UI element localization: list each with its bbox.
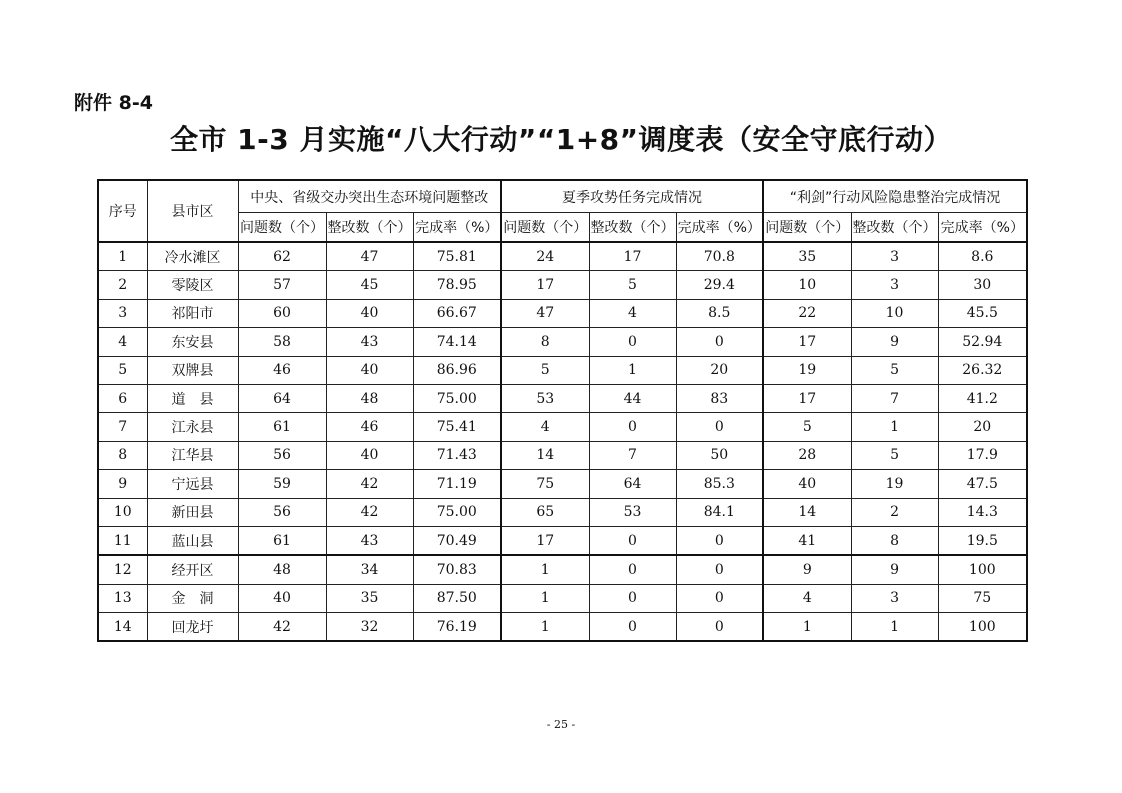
row-index: 11 — [98, 526, 147, 555]
cell-fixed: 19 — [851, 470, 938, 498]
cell-rate: 70.8 — [676, 242, 763, 271]
cell-rate: 75.00 — [413, 384, 501, 412]
cell-fixed: 64 — [589, 470, 676, 498]
cell-rate: 8.6 — [938, 242, 1027, 271]
row-index: 2 — [98, 271, 147, 299]
cell-rate: 8.5 — [676, 299, 763, 327]
cell-rate: 75 — [938, 584, 1027, 612]
cell-fixed: 44 — [589, 384, 676, 412]
cell-issues: 5 — [501, 356, 589, 384]
cell-rate: 75.81 — [413, 242, 501, 271]
cell-issues: 57 — [238, 271, 326, 299]
cell-issues: 17 — [763, 328, 851, 356]
cell-rate: 74.14 — [413, 328, 501, 356]
table-row — [98, 384, 1027, 412]
cell-rate: 83 — [676, 384, 763, 412]
cell-issues: 24 — [501, 242, 589, 271]
subheader-issues: 问题数（个） — [501, 213, 589, 243]
cell-rate: 14.3 — [938, 498, 1027, 526]
district-name: 道 县 — [147, 384, 238, 412]
cell-issues: 10 — [763, 271, 851, 299]
page-number: - 25 - — [546, 718, 576, 731]
cell-rate: 0 — [676, 413, 763, 441]
cell-issues: 17 — [501, 271, 589, 299]
cell-fixed: 4 — [589, 299, 676, 327]
cell-issues: 17 — [501, 526, 589, 555]
cell-fixed: 1 — [589, 356, 676, 384]
row-index: 12 — [98, 555, 147, 584]
cell-rate: 0 — [676, 584, 763, 612]
cell-fixed: 48 — [326, 384, 413, 412]
cell-issues: 35 — [763, 242, 851, 271]
table-body — [98, 242, 1027, 641]
cell-issues: 9 — [763, 555, 851, 584]
header-group-eco-rectification: 中央、省级交办突出生态环境问题整改 — [238, 180, 501, 213]
cell-rate: 70.83 — [413, 555, 501, 584]
row-index: 9 — [98, 470, 147, 498]
cell-fixed: 9 — [851, 555, 938, 584]
cell-fixed: 7 — [589, 441, 676, 469]
cell-rate: 71.19 — [413, 470, 501, 498]
cell-fixed: 34 — [326, 555, 413, 584]
cell-fixed: 47 — [326, 242, 413, 271]
cell-fixed: 32 — [326, 613, 413, 642]
cell-fixed: 43 — [326, 526, 413, 555]
cell-fixed: 7 — [851, 384, 938, 412]
table-row — [98, 271, 1027, 299]
cell-rate: 85.3 — [676, 470, 763, 498]
cell-issues: 4 — [501, 413, 589, 441]
cell-issues: 5 — [763, 413, 851, 441]
cell-issues: 64 — [238, 384, 326, 412]
cell-fixed: 1 — [851, 613, 938, 642]
cell-issues: 1 — [501, 584, 589, 612]
district-name: 江永县 — [147, 413, 238, 441]
district-name: 东安县 — [147, 328, 238, 356]
cell-fixed: 45 — [326, 271, 413, 299]
table-row — [98, 413, 1027, 441]
row-index: 7 — [98, 413, 147, 441]
cell-fixed: 10 — [851, 299, 938, 327]
cell-fixed: 43 — [326, 328, 413, 356]
district-name: 经开区 — [147, 555, 238, 584]
subheader-fixed: 整改数（个） — [851, 213, 938, 243]
cell-issues: 8 — [501, 328, 589, 356]
cell-fixed: 46 — [326, 413, 413, 441]
cell-rate: 30 — [938, 271, 1027, 299]
cell-fixed: 2 — [851, 498, 938, 526]
row-index: 3 — [98, 299, 147, 327]
subheader-fixed: 整改数（个） — [326, 213, 413, 243]
cell-issues: 56 — [238, 441, 326, 469]
cell-fixed: 0 — [589, 584, 676, 612]
cell-fixed: 3 — [851, 271, 938, 299]
header-district: 县市区 — [147, 180, 238, 242]
cell-rate: 84.1 — [676, 498, 763, 526]
district-name: 冷水滩区 — [147, 242, 238, 271]
table-row — [98, 526, 1027, 555]
cell-rate: 87.50 — [413, 584, 501, 612]
cell-issues: 14 — [763, 498, 851, 526]
district-name: 新田县 — [147, 498, 238, 526]
cell-rate: 29.4 — [676, 271, 763, 299]
cell-issues: 61 — [238, 413, 326, 441]
cell-issues: 53 — [501, 384, 589, 412]
cell-issues: 1 — [501, 613, 589, 642]
cell-rate: 41.2 — [938, 384, 1027, 412]
subheader-fixed: 整改数（个） — [589, 213, 676, 243]
cell-issues: 40 — [763, 470, 851, 498]
cell-fixed: 35 — [326, 584, 413, 612]
subheader-rate: 完成率（%） — [938, 213, 1027, 243]
cell-issues: 56 — [238, 498, 326, 526]
cell-rate: 78.95 — [413, 271, 501, 299]
cell-fixed: 1 — [851, 413, 938, 441]
cell-rate: 26.32 — [938, 356, 1027, 384]
cell-rate: 75.00 — [413, 498, 501, 526]
table-row — [98, 441, 1027, 469]
row-index: 4 — [98, 328, 147, 356]
table-row — [98, 555, 1027, 584]
dispatch-table — [97, 179, 1028, 642]
cell-rate: 70.49 — [413, 526, 501, 555]
cell-fixed: 17 — [589, 242, 676, 271]
table-row — [98, 299, 1027, 327]
cell-issues: 58 — [238, 328, 326, 356]
subheader-issues: 问题数（个） — [763, 213, 851, 243]
row-index: 14 — [98, 613, 147, 642]
cell-issues: 40 — [238, 584, 326, 612]
cell-rate: 47.5 — [938, 470, 1027, 498]
cell-fixed: 5 — [851, 441, 938, 469]
row-index: 6 — [98, 384, 147, 412]
cell-issues: 48 — [238, 555, 326, 584]
cell-rate: 52.94 — [938, 328, 1027, 356]
cell-fixed: 8 — [851, 526, 938, 555]
cell-issues: 59 — [238, 470, 326, 498]
cell-fixed: 0 — [589, 526, 676, 555]
row-index: 13 — [98, 584, 147, 612]
cell-issues: 46 — [238, 356, 326, 384]
cell-rate: 50 — [676, 441, 763, 469]
district-name: 宁远县 — [147, 470, 238, 498]
cell-rate: 86.96 — [413, 356, 501, 384]
cell-rate: 0 — [676, 526, 763, 555]
cell-rate: 17.9 — [938, 441, 1027, 469]
cell-rate: 71.43 — [413, 441, 501, 469]
cell-issues: 75 — [501, 470, 589, 498]
table-row — [98, 613, 1027, 642]
cell-issues: 60 — [238, 299, 326, 327]
district-name: 祁阳市 — [147, 299, 238, 327]
row-index: 10 — [98, 498, 147, 526]
cell-rate: 100 — [938, 613, 1027, 642]
attachment-label: 附件 8-4 — [74, 92, 153, 114]
table-row — [98, 470, 1027, 498]
cell-issues: 42 — [238, 613, 326, 642]
cell-fixed: 3 — [851, 242, 938, 271]
cell-rate: 20 — [938, 413, 1027, 441]
district-name: 蓝山县 — [147, 526, 238, 555]
cell-rate: 45.5 — [938, 299, 1027, 327]
cell-fixed: 53 — [589, 498, 676, 526]
cell-fixed: 42 — [326, 498, 413, 526]
table-row — [98, 498, 1027, 526]
district-name: 零陵区 — [147, 271, 238, 299]
header-group-summer-campaign: 夏季攻势任务完成情况 — [501, 180, 763, 213]
cell-fixed: 9 — [851, 328, 938, 356]
cell-rate: 66.67 — [413, 299, 501, 327]
cell-fixed: 0 — [589, 613, 676, 642]
cell-issues: 1 — [501, 555, 589, 584]
cell-fixed: 0 — [589, 328, 676, 356]
table-row — [98, 584, 1027, 612]
district-name: 双牌县 — [147, 356, 238, 384]
table-row — [98, 242, 1027, 271]
cell-issues: 62 — [238, 242, 326, 271]
header-group-sword-action: “利剑”行动风险隐患整治完成情况 — [763, 180, 1027, 213]
cell-fixed: 5 — [589, 271, 676, 299]
subheader-rate: 完成率（%） — [413, 213, 501, 243]
subheader-issues: 问题数（个） — [238, 213, 326, 243]
cell-rate: 0 — [676, 328, 763, 356]
row-index: 8 — [98, 441, 147, 469]
cell-fixed: 5 — [851, 356, 938, 384]
cell-fixed: 3 — [851, 584, 938, 612]
cell-fixed: 40 — [326, 299, 413, 327]
cell-fixed: 0 — [589, 413, 676, 441]
cell-rate: 76.19 — [413, 613, 501, 642]
cell-rate: 100 — [938, 555, 1027, 584]
district-name: 江华县 — [147, 441, 238, 469]
cell-issues: 41 — [763, 526, 851, 555]
table-row — [98, 356, 1027, 384]
cell-fixed: 42 — [326, 470, 413, 498]
cell-rate: 19.5 — [938, 526, 1027, 555]
page-title: 全市 1-3 月实施“八大行动”“1+8”调度表（安全守底行动） — [169, 123, 953, 156]
cell-issues: 22 — [763, 299, 851, 327]
subheader-rate: 完成率（%） — [676, 213, 763, 243]
cell-rate: 75.41 — [413, 413, 501, 441]
cell-fixed: 0 — [589, 555, 676, 584]
cell-issues: 65 — [501, 498, 589, 526]
cell-issues: 19 — [763, 356, 851, 384]
cell-issues: 17 — [763, 384, 851, 412]
table-row — [98, 328, 1027, 356]
cell-issues: 4 — [763, 584, 851, 612]
cell-issues: 28 — [763, 441, 851, 469]
district-name: 回龙圩 — [147, 613, 238, 642]
cell-issues: 61 — [238, 526, 326, 555]
cell-rate: 0 — [676, 555, 763, 584]
cell-issues: 14 — [501, 441, 589, 469]
cell-fixed: 40 — [326, 441, 413, 469]
district-name: 金 洞 — [147, 584, 238, 612]
row-index: 1 — [98, 242, 147, 271]
row-index: 5 — [98, 356, 147, 384]
cell-issues: 47 — [501, 299, 589, 327]
cell-issues: 1 — [763, 613, 851, 642]
header-index: 序号 — [98, 180, 147, 242]
cell-fixed: 40 — [326, 356, 413, 384]
cell-rate: 20 — [676, 356, 763, 384]
cell-rate: 0 — [676, 613, 763, 642]
